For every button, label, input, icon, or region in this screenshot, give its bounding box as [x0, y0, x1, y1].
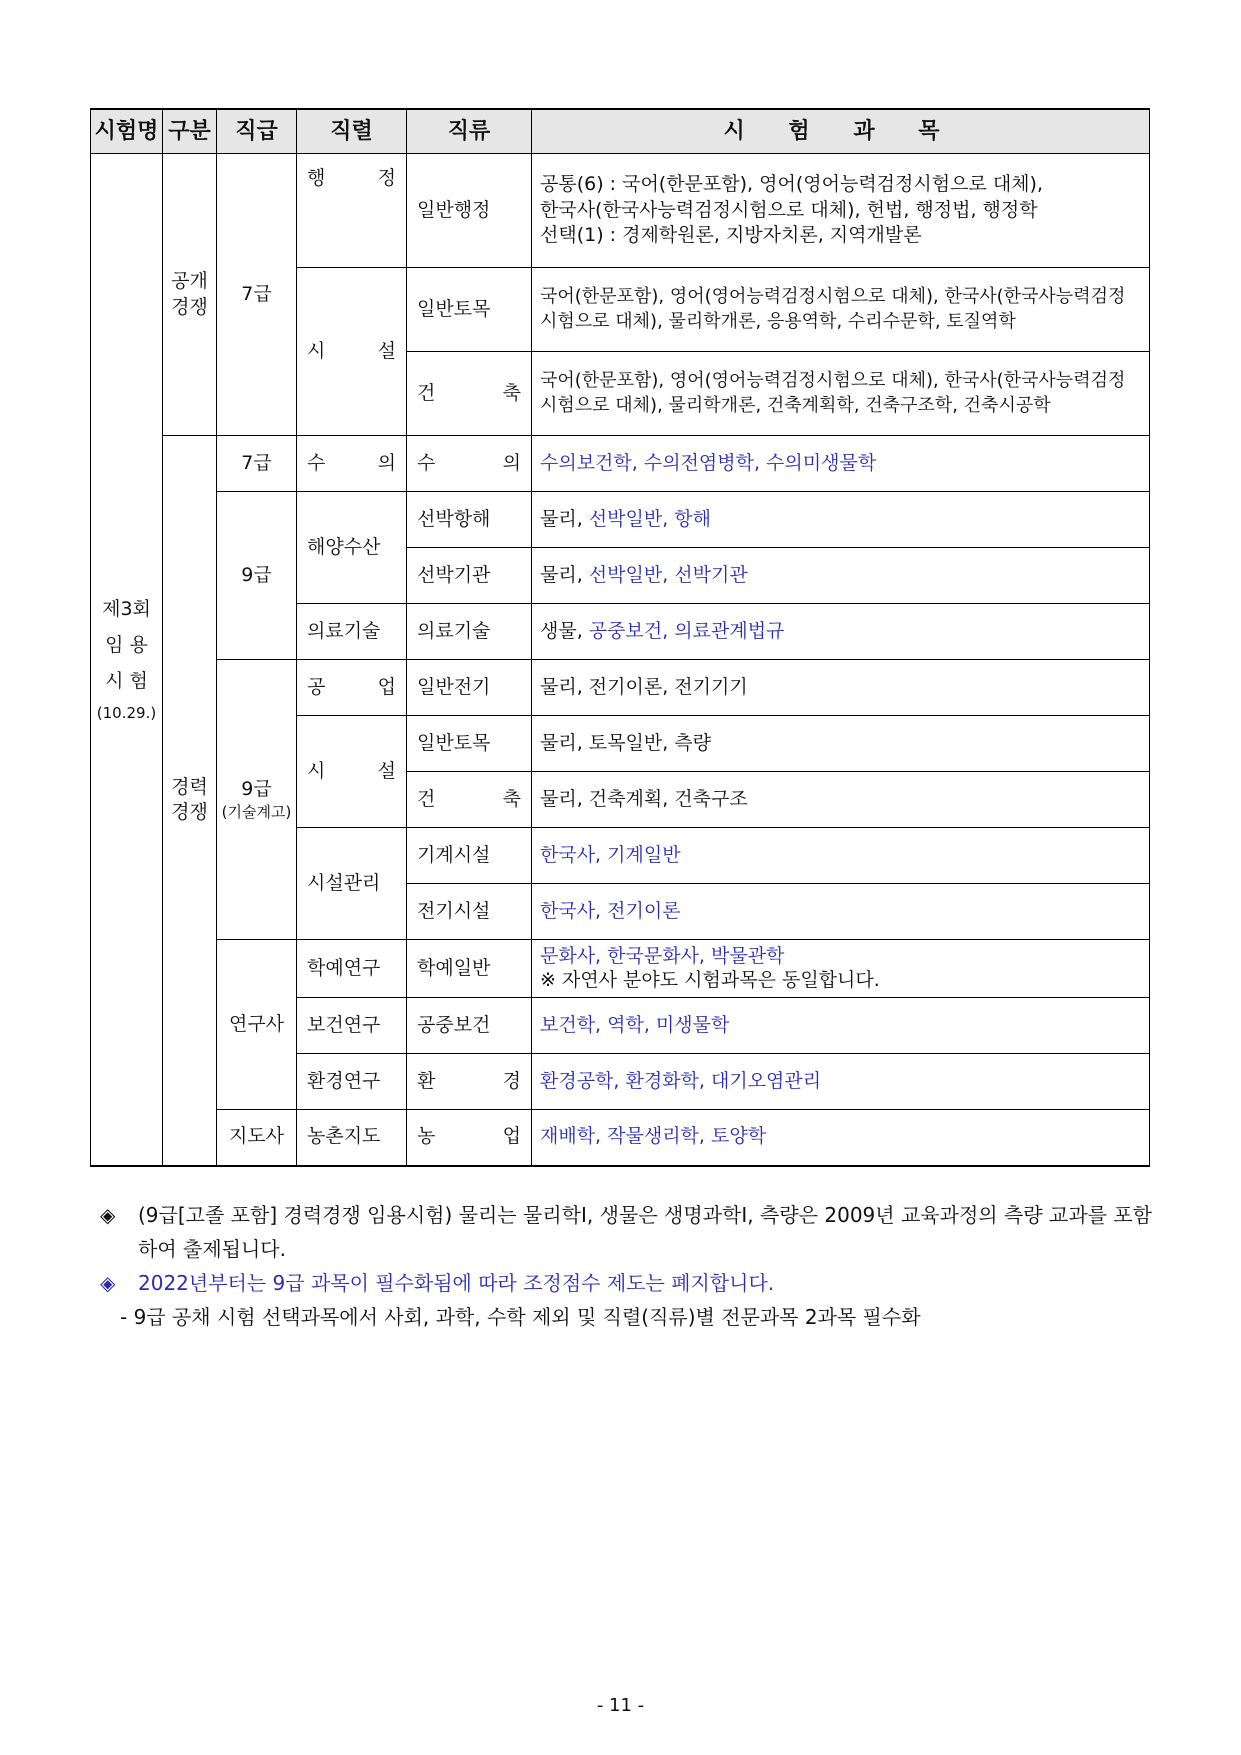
exam-name-cell	[91, 154, 163, 1166]
subject-line: 선택(1) : 경제학원론, 지방자치론, 지역개발론	[540, 224, 922, 247]
category-career: 경력 경쟁	[163, 436, 217, 1166]
subject-line: 공통(6) : 국어(한문포함), 영어(영어능력검정시험으로 대체),	[540, 173, 1043, 196]
series-marine: 해양수산	[297, 492, 407, 604]
table-header-row	[91, 109, 1150, 154]
class-civil-career: 일반토목	[407, 716, 532, 772]
exam-date: (10.29.)	[96, 704, 157, 723]
series-facility-mgmt: 시설관리	[297, 828, 407, 940]
subjects-general-admin	[532, 154, 1150, 268]
class-general-electric: 일반전기	[407, 660, 532, 716]
series-arts: 학예연구	[297, 940, 407, 998]
exam-name-line: 제3회	[102, 597, 151, 620]
subjects-elec-facility: 한국사, 전기이론	[532, 884, 1150, 940]
subject-prefix: 물리,	[540, 563, 589, 586]
class-ship-navigation: 선박항해	[407, 492, 532, 548]
header-class: 직류	[407, 109, 532, 154]
grade-9-tech-note: (기술계고)	[221, 803, 292, 822]
exam-subjects-table	[90, 108, 1150, 1167]
class-general-admin: 일반행정	[407, 154, 532, 268]
subjects-env: 환경공학, 환경화학, 대기오염관리	[532, 1054, 1150, 1110]
note-item	[100, 1198, 1152, 1266]
subject-main: 선박일반, 항해	[588, 507, 712, 530]
table-row	[91, 436, 1150, 492]
diamond-bullet-icon: ◈	[100, 1271, 116, 1295]
table-row	[91, 154, 1150, 268]
header-category: 구분	[163, 109, 217, 154]
series-medical: 의료기술	[297, 604, 407, 660]
series-health: 보건연구	[297, 998, 407, 1054]
subjects-medical	[532, 604, 1150, 660]
notes-section	[100, 1198, 1152, 1334]
subjects-arts	[532, 940, 1150, 998]
subject-line: 한국사(한국사능력검정시험으로 대체), 헌법, 행정법, 행정학	[540, 198, 1038, 221]
subject-main: 공중보건, 의료관계법규	[588, 619, 785, 642]
class-arch-career: 건 축	[407, 772, 532, 828]
class-ship-engine: 선박기관	[407, 548, 532, 604]
grade-7-open: 7급	[217, 154, 297, 436]
grade-researcher: 연구사	[217, 940, 297, 1110]
header-grade: 직급	[217, 109, 297, 154]
note-text: 2022년부터는 9급 과목이 필수화됨에 따라 조정점수 제도는 폐지합니다.	[138, 1271, 775, 1295]
class-health: 공중보건	[407, 998, 532, 1054]
grade-9: 9급	[217, 492, 297, 660]
table-row	[91, 940, 1150, 998]
subject-prefix: 물리,	[540, 507, 589, 530]
subject-note: ※ 자연사 분야도 시험과목은 동일합니다.	[540, 968, 880, 991]
class-mech-facility: 기계시설	[407, 828, 532, 884]
header-series: 직렬	[297, 109, 407, 154]
subjects-arch-open: 국어(한문포함), 영어(영어능력검정시험으로 대체), 한국사(한국사능력검정시험으로 대체), 물리학개론, 건축계획학, 건축구조학, 건축시공학	[532, 352, 1150, 436]
grade-9-tech	[217, 660, 297, 940]
note-text: (9급[고졸 포함] 경력경쟁 임용시험) 물리는 물리학Ⅰ, 생물은 생명과학Ⅰ, 측량은 2009년 교육과정의 측량 교과를 포함하여 출제됩니다.	[138, 1203, 1152, 1261]
exam-name-line: 시 험	[105, 670, 148, 693]
class-civil-open: 일반토목	[407, 268, 532, 352]
subject-prefix: 생물,	[540, 619, 589, 642]
class-env: 환 경	[407, 1054, 532, 1110]
grade-9-tech-label: 9급	[241, 777, 272, 800]
exam-name-line: 임 용	[105, 633, 148, 656]
grade-7-vet: 7급	[217, 436, 297, 492]
subjects-health: 보건학, 역학, 미생물학	[532, 998, 1150, 1054]
subject-main: 문화사, 한국문화사, 박물관학	[540, 944, 785, 967]
grade-advisor: 지도사	[217, 1110, 297, 1166]
page-number: - 11 -	[596, 1695, 645, 1716]
series-rural: 농촌지도	[297, 1110, 407, 1166]
class-medical: 의료기술	[407, 604, 532, 660]
class-arts: 학예일반	[407, 940, 532, 998]
series-env: 환경연구	[297, 1054, 407, 1110]
subjects-civil-open: 국어(한문포함), 영어(영어능력검정시험으로 대체), 한국사(한국사능력검정시험으로 대체), 물리학개론, 응용역학, 수리수문학, 토질역학	[532, 268, 1150, 352]
subjects-civil-career: 물리, 토목일반, 측량	[532, 716, 1150, 772]
subjects-mech-facility: 한국사, 기계일반	[532, 828, 1150, 884]
header-subjects: 시 험 과 목	[532, 109, 1150, 154]
table-row	[91, 1110, 1150, 1166]
subjects-ship-engine	[532, 548, 1150, 604]
subjects-ship-navigation	[532, 492, 1150, 548]
header-exam-name: 시험명	[91, 109, 163, 154]
series-facility-career: 시 설	[297, 716, 407, 828]
class-vet: 수 의	[407, 436, 532, 492]
subject-main: 선박일반, 선박기관	[588, 563, 748, 586]
subjects-vet: 수의보건학, 수의전염병학, 수의미생물학	[532, 436, 1150, 492]
series-facility-open: 시 설	[297, 268, 407, 436]
diamond-bullet-icon: ◈	[100, 1203, 116, 1227]
series-vet: 수 의	[297, 436, 407, 492]
subjects-agriculture: 재배학, 작물생리학, 토양학	[532, 1110, 1150, 1166]
series-admin: 행 정	[297, 154, 407, 268]
class-arch-open: 건 축	[407, 352, 532, 436]
subjects-general-electric: 물리, 전기이론, 전기기기	[532, 660, 1150, 716]
note-item	[100, 1266, 1152, 1300]
table-row	[91, 492, 1150, 548]
class-agriculture: 농 업	[407, 1110, 532, 1166]
note-subitem: - 9급 공채 시험 선택과목에서 사회, 과학, 수학 제외 및 직렬(직류)별 전문과목 2과목 필수화	[120, 1305, 921, 1329]
class-elec-facility: 전기시설	[407, 884, 532, 940]
series-industry: 공 업	[297, 660, 407, 716]
table-row	[91, 660, 1150, 716]
category-open: 공개 경쟁	[163, 154, 217, 436]
subjects-arch-career: 물리, 건축계획, 건축구조	[532, 772, 1150, 828]
